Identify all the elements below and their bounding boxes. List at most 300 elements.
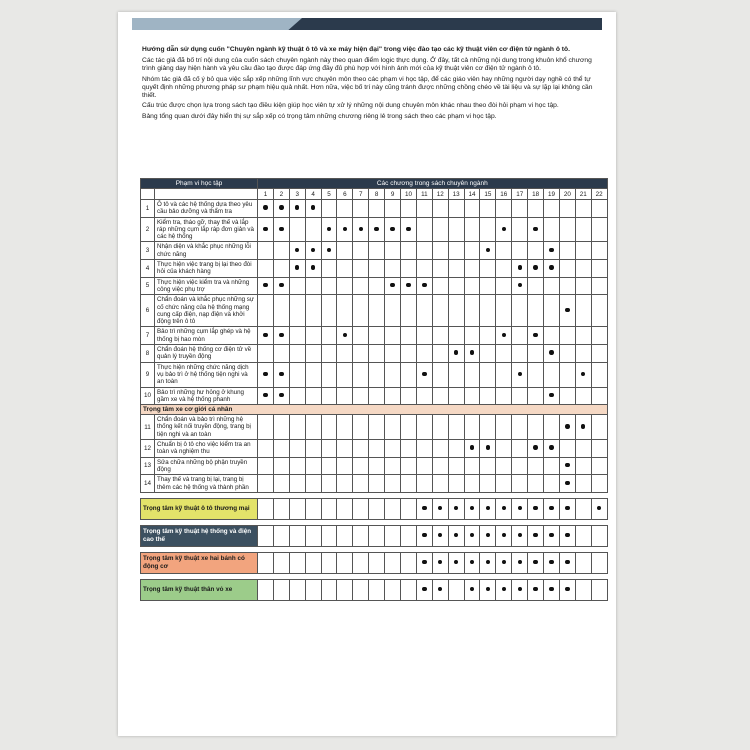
chapter-dot xyxy=(279,205,283,209)
matrix-cell xyxy=(528,200,544,218)
matrix-cell xyxy=(416,362,432,387)
matrix-cell xyxy=(512,440,528,458)
matrix-cell xyxy=(273,387,289,405)
matrix-cell xyxy=(559,200,575,218)
matrix-cell xyxy=(448,579,464,600)
matrix-cell xyxy=(591,498,607,519)
matrix-cell xyxy=(416,579,432,600)
matrix-cell xyxy=(544,579,560,600)
matrix-cell xyxy=(559,498,575,519)
chapter-dot xyxy=(422,587,426,591)
matrix-cell xyxy=(385,200,401,218)
matrix-cell xyxy=(321,579,337,600)
matrix-cell xyxy=(464,260,480,278)
matrix-cell xyxy=(448,498,464,519)
matrix-cell xyxy=(369,217,385,242)
matrix-cell xyxy=(273,475,289,493)
row-number: 14 xyxy=(141,475,155,493)
matrix-cell xyxy=(528,475,544,493)
matrix-cell xyxy=(289,242,305,260)
matrix-cell xyxy=(305,440,321,458)
track-label: Trọng tâm kỹ thuật thân vỏ xe xyxy=(141,579,258,600)
matrix-cell xyxy=(448,200,464,218)
matrix-cell xyxy=(401,498,417,519)
matrix-cell xyxy=(559,260,575,278)
chapter-dot xyxy=(406,227,410,231)
matrix-cell xyxy=(544,217,560,242)
matrix-cell xyxy=(559,242,575,260)
matrix-cell xyxy=(591,525,607,546)
learning-area-label: Thay thế và trang bị lại, trang bị thêm các hệ thống và thành phần xyxy=(155,475,258,493)
matrix-cell xyxy=(369,498,385,519)
matrix-cell xyxy=(369,295,385,327)
matrix-cell xyxy=(305,362,321,387)
chapter-dot xyxy=(549,445,553,449)
matrix-cell xyxy=(480,295,496,327)
matrix-cell xyxy=(416,387,432,405)
matrix-cell xyxy=(289,200,305,218)
matrix-cell xyxy=(448,475,464,493)
matrix-cell xyxy=(369,242,385,260)
matrix-cell xyxy=(401,475,417,493)
matrix-cell xyxy=(464,498,480,519)
chapter-dot xyxy=(438,587,442,591)
chapter-dot xyxy=(327,227,331,231)
matrix-cell xyxy=(273,242,289,260)
matrix-cell xyxy=(273,260,289,278)
matrix-cell xyxy=(337,345,353,363)
matrix-cell xyxy=(464,457,480,475)
table-row xyxy=(141,475,608,493)
matrix-cell xyxy=(416,295,432,327)
table-row xyxy=(141,415,608,440)
matrix-cell xyxy=(591,579,607,600)
matrix-cell xyxy=(401,295,417,327)
matrix-cell xyxy=(464,242,480,260)
matrix-cell xyxy=(401,217,417,242)
matrix-cell xyxy=(559,295,575,327)
matrix-cell xyxy=(591,415,607,440)
chapter-number: 6 xyxy=(337,189,353,200)
chapter-dot xyxy=(422,283,426,287)
chapter-dot xyxy=(518,372,522,376)
chapter-dot xyxy=(486,445,490,449)
matrix-cell xyxy=(337,457,353,475)
matrix-cell xyxy=(591,295,607,327)
matrix-cell xyxy=(448,440,464,458)
matrix-cell xyxy=(353,498,369,519)
chapter-dot xyxy=(518,533,522,537)
matrix-cell xyxy=(289,498,305,519)
matrix-cell xyxy=(258,552,274,573)
matrix-cell xyxy=(512,415,528,440)
matrix-cell xyxy=(496,345,512,363)
matrix-cell xyxy=(369,387,385,405)
chapter-dot xyxy=(263,393,267,397)
matrix-cell xyxy=(321,327,337,345)
matrix-cell xyxy=(591,345,607,363)
table-row xyxy=(141,260,608,278)
chapter-dot xyxy=(549,248,553,252)
chapter-dot xyxy=(438,506,442,510)
matrix-cell xyxy=(544,242,560,260)
matrix-cell xyxy=(480,440,496,458)
matrix-cell xyxy=(559,327,575,345)
matrix-cell xyxy=(528,277,544,295)
matrix-cell xyxy=(591,387,607,405)
matrix-cell xyxy=(448,345,464,363)
matrix-cell xyxy=(528,217,544,242)
matrix-cell xyxy=(258,387,274,405)
chapter-dot xyxy=(502,587,506,591)
matrix-cell xyxy=(369,415,385,440)
chapter-dot xyxy=(549,265,553,269)
matrix-cell xyxy=(528,457,544,475)
row-number: 3 xyxy=(141,242,155,260)
matrix-cell xyxy=(289,475,305,493)
track-label: Trọng tâm kỹ thuật ô tô thương mại xyxy=(141,498,258,519)
matrix-cell xyxy=(337,217,353,242)
matrix-cell xyxy=(289,277,305,295)
chapter-dot xyxy=(486,506,490,510)
matrix-cell xyxy=(528,498,544,519)
matrix-cell xyxy=(496,387,512,405)
header-learning-areas: Phạm vi học tập xyxy=(141,179,258,189)
learning-area-label: Chuẩn bị ô tô cho việc kiểm tra an toàn và nghiệm thu xyxy=(155,440,258,458)
chapter-dot xyxy=(533,227,537,231)
matrix-cell xyxy=(258,475,274,493)
chapter-dot xyxy=(533,333,537,337)
row-number: 4 xyxy=(141,260,155,278)
matrix-cell xyxy=(273,217,289,242)
chapter-dot xyxy=(295,205,299,209)
table-row xyxy=(141,457,608,475)
matrix-cell xyxy=(448,260,464,278)
matrix-cell xyxy=(401,345,417,363)
matrix-cell xyxy=(591,475,607,493)
matrix-cell xyxy=(591,457,607,475)
chapter-dot xyxy=(422,372,426,376)
matrix-cell xyxy=(369,457,385,475)
table-row xyxy=(141,327,608,345)
matrix-cell xyxy=(432,345,448,363)
chapter-dot xyxy=(359,227,363,231)
matrix-cell xyxy=(559,277,575,295)
matrix-cell xyxy=(385,475,401,493)
matrix-cell xyxy=(544,498,560,519)
matrix-cell xyxy=(289,387,305,405)
matrix-cell xyxy=(337,579,353,600)
matrix-cell xyxy=(480,387,496,405)
matrix-cell xyxy=(305,295,321,327)
chapter-dot xyxy=(565,463,569,467)
matrix-cell xyxy=(273,295,289,327)
matrix-cell xyxy=(496,295,512,327)
matrix-cell xyxy=(591,362,607,387)
chapter-dot xyxy=(422,506,426,510)
matrix-cell xyxy=(480,242,496,260)
matrix-cell xyxy=(496,242,512,260)
matrix-cell xyxy=(337,387,353,405)
matrix-cell xyxy=(575,415,591,440)
chapter-number: 15 xyxy=(480,189,496,200)
matrix-cell xyxy=(480,345,496,363)
matrix-cell xyxy=(289,415,305,440)
table-row xyxy=(141,345,608,363)
matrix-cell xyxy=(496,362,512,387)
matrix-cell xyxy=(385,440,401,458)
table-row xyxy=(141,387,608,405)
matrix-cell xyxy=(528,525,544,546)
chapter-dot xyxy=(454,350,458,354)
matrix-cell xyxy=(591,217,607,242)
matrix-cell xyxy=(337,295,353,327)
matrix-cell xyxy=(512,552,528,573)
matrix-cell xyxy=(496,415,512,440)
learning-area-label: Thực hiện việc trang bị lại theo đòi hỏi của khách hàng xyxy=(155,260,258,278)
chapter-dot xyxy=(374,227,378,231)
chapter-dot xyxy=(279,393,283,397)
chapter-number: 13 xyxy=(448,189,464,200)
chapter-dot xyxy=(311,205,315,209)
chapter-dot xyxy=(343,227,347,231)
track-row xyxy=(141,498,608,519)
matrix-cell xyxy=(575,362,591,387)
chapter-number: 17 xyxy=(512,189,528,200)
chapter-dot xyxy=(327,248,331,252)
chapter-number: 7 xyxy=(353,189,369,200)
chapter-dot xyxy=(533,445,537,449)
chapter-dot xyxy=(263,227,267,231)
matrix-cell xyxy=(575,295,591,327)
matrix-cell xyxy=(544,277,560,295)
row-number: 9 xyxy=(141,362,155,387)
intro-paragraph: Hướng dẫn sử dụng cuốn "Chuyên ngành kỹ thuật ô tô và xe máy hiện đại" trong việc đào tạo các kỹ thuật viên cơ điện tử ngành ô tô. xyxy=(142,46,570,53)
chapter-dot xyxy=(390,227,394,231)
matrix-cell xyxy=(464,200,480,218)
matrix-cell xyxy=(337,242,353,260)
matrix-cell xyxy=(321,260,337,278)
matrix-cell xyxy=(289,362,305,387)
chapter-dot xyxy=(565,308,569,312)
track-label: Trọng tâm kỹ thuật hệ thống và điện cao thế xyxy=(141,525,258,546)
chapter-dot xyxy=(470,560,474,564)
chapter-dot xyxy=(470,350,474,354)
chapter-dot xyxy=(279,372,283,376)
matrix-cell xyxy=(353,242,369,260)
matrix-cell xyxy=(321,498,337,519)
matrix-cell xyxy=(305,327,321,345)
matrix-cell xyxy=(575,440,591,458)
matrix-cell xyxy=(512,295,528,327)
matrix-cell xyxy=(258,525,274,546)
matrix-cell xyxy=(416,457,432,475)
matrix-cell xyxy=(385,295,401,327)
matrix-cell xyxy=(416,217,432,242)
chapter-number: 10 xyxy=(401,189,417,200)
matrix-cell xyxy=(480,457,496,475)
matrix-cell xyxy=(512,242,528,260)
chapter-number: 18 xyxy=(528,189,544,200)
matrix-cell xyxy=(528,362,544,387)
matrix-cell xyxy=(575,579,591,600)
matrix-cell xyxy=(464,525,480,546)
matrix-cell xyxy=(289,260,305,278)
chapter-number: 2 xyxy=(273,189,289,200)
matrix-cell xyxy=(544,295,560,327)
chapter-dot xyxy=(502,533,506,537)
chapter-dot xyxy=(518,283,522,287)
chapter-dot xyxy=(597,506,601,510)
matrix-cell xyxy=(448,295,464,327)
matrix-cell xyxy=(321,242,337,260)
chapter-dot xyxy=(454,560,458,564)
matrix-cell xyxy=(464,217,480,242)
chapter-dot xyxy=(518,560,522,564)
chapter-dot xyxy=(549,587,553,591)
chapter-dot xyxy=(486,587,490,591)
matrix-cell xyxy=(528,387,544,405)
matrix-cell xyxy=(528,415,544,440)
matrix-cell xyxy=(305,498,321,519)
matrix-cell xyxy=(369,277,385,295)
matrix-cell xyxy=(480,415,496,440)
intro-paragraph: Các tác giả đã bố trí nội dung của cuốn sách chuyên ngành này theo quan điểm logic thực dụng. Ở đây, tất cả những nội dung trong khuôn khổ chương trình giảng dạy hiện hành và yêu cầu đào tạo được đáp ứng đầy đủ phù hợp với hình ảnh mới của kỹ thuật viên cơ điện tử ngành ô tô. xyxy=(142,56,592,72)
matrix-cell xyxy=(401,362,417,387)
chapter-dot xyxy=(279,227,283,231)
matrix-cell xyxy=(385,217,401,242)
matrix-cell xyxy=(289,440,305,458)
matrix-cell xyxy=(305,277,321,295)
table-row xyxy=(141,440,608,458)
learning-area-label: Kiểm tra, tháo gỡ, thay thế và lắp ráp những cụm lắp ráp đơn giản và các hệ thống xyxy=(155,217,258,242)
matrix-cell xyxy=(512,579,528,600)
matrix-cell xyxy=(575,498,591,519)
matrix-cell xyxy=(369,362,385,387)
matrix-cell xyxy=(528,552,544,573)
table-row xyxy=(141,217,608,242)
matrix-cell xyxy=(591,327,607,345)
matrix-cell xyxy=(512,260,528,278)
chapter-dot xyxy=(502,506,506,510)
matrix-cell xyxy=(512,498,528,519)
matrix-cell xyxy=(305,475,321,493)
matrix-cell xyxy=(575,475,591,493)
row-number: 13 xyxy=(141,457,155,475)
matrix-cell xyxy=(575,260,591,278)
matrix-cell xyxy=(480,552,496,573)
chapter-dot xyxy=(533,587,537,591)
chapter-dot xyxy=(533,560,537,564)
matrix-cell xyxy=(258,242,274,260)
learning-area-label: Chẩn đoán và bảo trì những hệ thống kết nối truyền động, trang bị tiện nghi và an toàn xyxy=(155,415,258,440)
matrix-cell xyxy=(416,200,432,218)
chapter-number: 16 xyxy=(496,189,512,200)
matrix-cell xyxy=(353,362,369,387)
matrix-cell xyxy=(353,415,369,440)
matrix-cell xyxy=(432,277,448,295)
chapter-dot xyxy=(295,265,299,269)
chapter-dot xyxy=(454,533,458,537)
chapter-number: 22 xyxy=(591,189,607,200)
row-number: 11 xyxy=(141,415,155,440)
matrix-cell xyxy=(448,242,464,260)
matrix-cell xyxy=(432,295,448,327)
chapter-dot xyxy=(263,372,267,376)
matrix-cell xyxy=(305,345,321,363)
header-banner xyxy=(118,18,616,30)
matrix-cell xyxy=(480,217,496,242)
matrix-cell xyxy=(464,440,480,458)
chapter-dot xyxy=(565,424,569,428)
matrix-cell xyxy=(401,242,417,260)
matrix-cell xyxy=(258,362,274,387)
chapter-dot xyxy=(565,560,569,564)
row-number: 6 xyxy=(141,295,155,327)
intro-paragraph: Nhóm tác giả đã cố ý bỏ qua việc sắp xếp những lĩnh vực chuyên môn theo các phạm vi học tập, để các giáo viên hay những người dạy nghề có thể tự quyết định những phương pháp sư phạm hiệu quả nhất. Hơn nữa, việc bố trí này cũng tránh được những chồng chéo về tài liệu và sự lặp lại không cần thiết. xyxy=(142,75,593,99)
matrix-cell xyxy=(385,242,401,260)
matrix-cell xyxy=(432,327,448,345)
matrix-cell xyxy=(289,525,305,546)
matrix-cell xyxy=(575,200,591,218)
chapter-dot xyxy=(518,506,522,510)
matrix-cell xyxy=(385,579,401,600)
matrix-cell xyxy=(559,457,575,475)
matrix-cell xyxy=(305,242,321,260)
chapter-number: 3 xyxy=(289,189,305,200)
matrix-cell xyxy=(448,217,464,242)
table-row xyxy=(141,242,608,260)
learning-area-label: Bảo trì những cụm lắp ghép và hệ thống bị hao mòn xyxy=(155,327,258,345)
track-row xyxy=(141,552,608,573)
intro-paragraph: Cấu trúc được chọn lựa trong sách tạo điều kiện giúp học viên tự xử lý những nội dung chuyên môn khác nhau theo đòi hỏi phạm vi học tập. xyxy=(142,102,559,110)
matrix-cell xyxy=(528,295,544,327)
matrix-cell xyxy=(591,260,607,278)
matrix-cell xyxy=(353,475,369,493)
matrix-cell xyxy=(353,277,369,295)
matrix-cell xyxy=(416,277,432,295)
chapter-number: 9 xyxy=(385,189,401,200)
matrix-cell xyxy=(432,525,448,546)
matrix-cell xyxy=(432,552,448,573)
chapter-number: 5 xyxy=(321,189,337,200)
matrix-cell xyxy=(353,200,369,218)
chapter-dot xyxy=(565,587,569,591)
matrix-cell xyxy=(496,327,512,345)
chapter-number: 19 xyxy=(544,189,560,200)
matrix-cell xyxy=(321,277,337,295)
matrix-cell xyxy=(369,260,385,278)
matrix-cell xyxy=(258,217,274,242)
matrix-cell xyxy=(337,277,353,295)
matrix-cell xyxy=(369,200,385,218)
matrix-cell xyxy=(544,260,560,278)
matrix-cell xyxy=(528,327,544,345)
matrix-cell xyxy=(416,242,432,260)
matrix-cell xyxy=(432,242,448,260)
chapter-dot xyxy=(470,506,474,510)
matrix-cell xyxy=(273,525,289,546)
matrix-cell xyxy=(512,217,528,242)
matrix-cell xyxy=(369,327,385,345)
chapter-dot xyxy=(549,560,553,564)
chapter-dot xyxy=(533,533,537,537)
matrix-cell xyxy=(401,200,417,218)
chapter-dot xyxy=(311,248,315,252)
matrix-cell xyxy=(369,475,385,493)
matrix-cell xyxy=(448,362,464,387)
matrix-cell xyxy=(575,387,591,405)
